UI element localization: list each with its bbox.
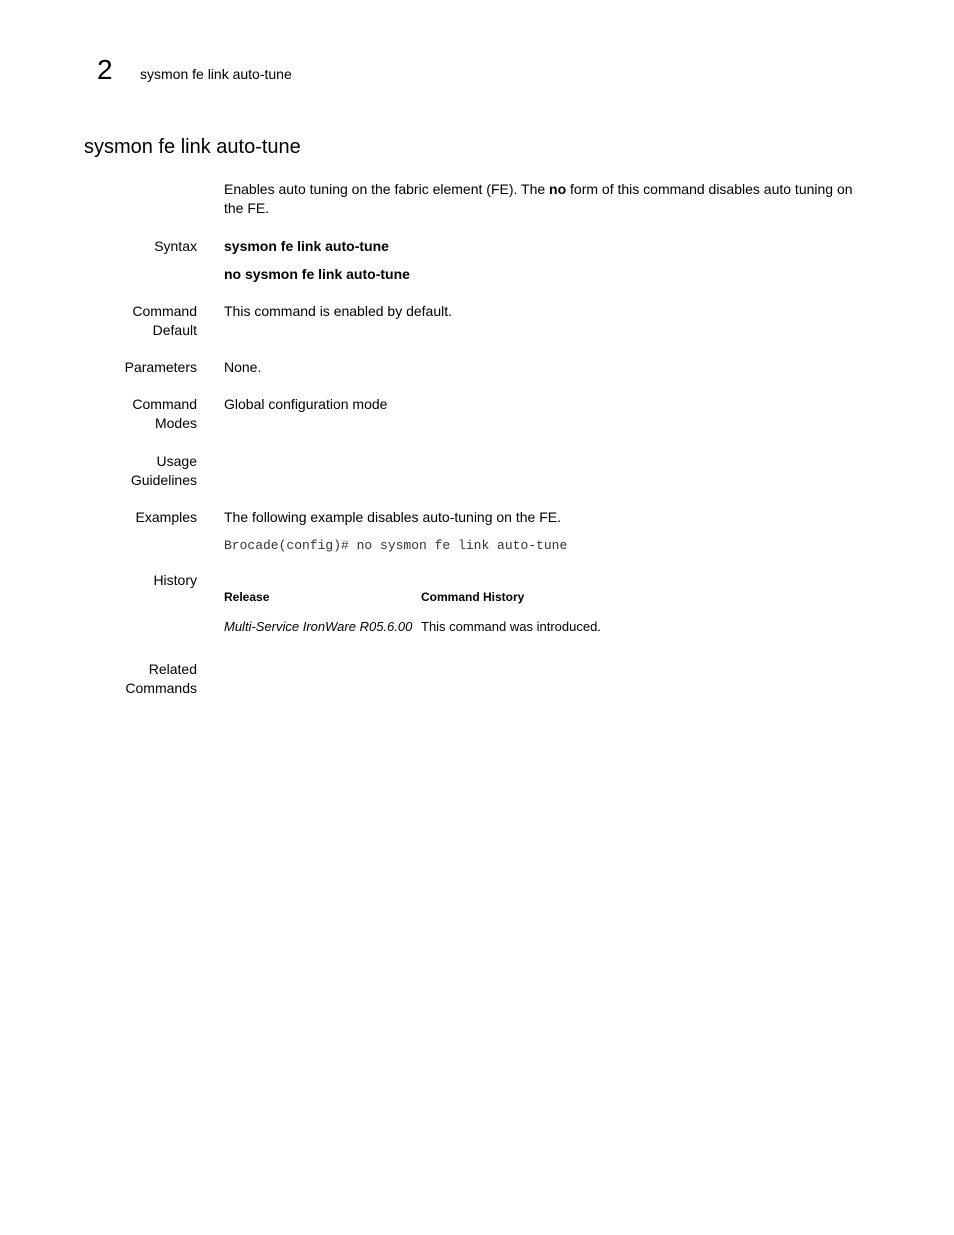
label-command-default — [132, 302, 197, 340]
description-keyword: no — [549, 181, 567, 197]
label-command-modes-line-1: Command — [132, 396, 197, 412]
label-parameters: Parameters — [124, 359, 197, 375]
description-text-2: form of this command disables auto tuning on the FE. — [224, 181, 853, 216]
parameters-text: None. — [224, 359, 262, 375]
command-description — [224, 180, 874, 218]
example-code: Brocade(config)# no sysmon fe link auto-tune — [224, 538, 568, 553]
history-row-description: This command was introduced. — [421, 619, 601, 634]
label-examples: Examples — [135, 509, 197, 525]
examples-text: The following example disables auto-tuning on the FE. — [224, 509, 561, 525]
running-header: sysmon fe link auto-tune — [140, 66, 292, 82]
syntax-line-2: no sysmon fe link auto-tune — [224, 266, 410, 282]
label-command-modes-line-2: Modes — [154, 415, 197, 431]
label-command-modes — [132, 395, 197, 433]
history-header-command-history: Command History — [421, 590, 525, 604]
label-related-line-1: Related — [148, 661, 197, 677]
label-usage-line-1: Usage — [156, 453, 197, 469]
label-related-commands — [125, 660, 197, 698]
history-header-release: Release — [224, 590, 270, 604]
label-history: History — [153, 572, 197, 588]
chapter-number: 2 — [97, 54, 113, 85]
label-command-default-line-1: Command — [132, 303, 197, 319]
label-related-line-2: Commands — [125, 680, 197, 696]
page-title: sysmon fe link auto-tune — [84, 136, 301, 158]
label-syntax: Syntax — [154, 238, 197, 254]
command-modes-text: Global configuration mode — [224, 396, 388, 412]
syntax-line-1: sysmon fe link auto-tune — [224, 238, 389, 254]
command-default-text: This command is enabled by default. — [224, 303, 453, 319]
history-row-release: Multi-Service IronWare R05.6.00 — [224, 619, 413, 634]
label-command-default-line-2: Default — [152, 322, 197, 338]
label-usage-line-2: Guidelines — [130, 472, 197, 488]
label-usage-guidelines — [131, 452, 197, 490]
description-text-1: Enables auto tuning on the fabric element (FE). The — [224, 181, 550, 197]
